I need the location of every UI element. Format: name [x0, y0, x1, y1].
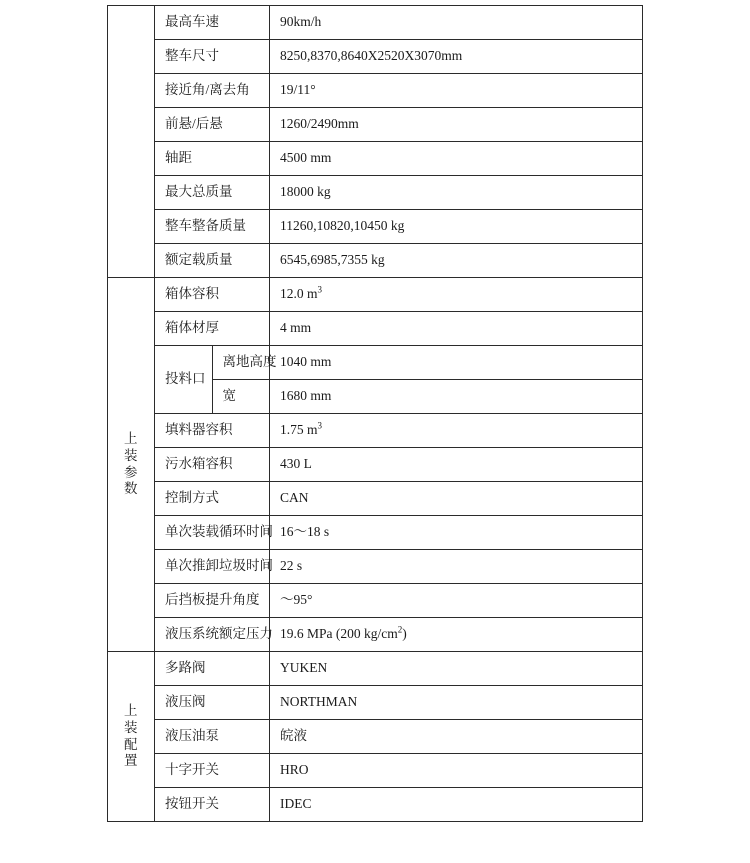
- row-value: 22 s: [270, 550, 643, 584]
- row-label: 污水箱容积: [155, 448, 270, 482]
- row-label: 控制方式: [155, 482, 270, 516]
- row-label: 液压阀: [155, 686, 270, 720]
- table-row: [108, 176, 643, 210]
- row-value: 4500 mm: [270, 142, 643, 176]
- row-value: 11260,10820,10450 kg: [270, 210, 643, 244]
- row-value-unit: m: [307, 286, 318, 302]
- row-value: NORTHMAN: [270, 686, 643, 720]
- table-row: [108, 278, 643, 312]
- row-label: 多路阀: [155, 652, 270, 686]
- group-label-line: 配置: [124, 736, 138, 769]
- row-label: 最高车速: [155, 6, 270, 40]
- row-value-text: 1.75: [280, 422, 307, 438]
- row-label: 单次装载循环时间: [155, 516, 270, 550]
- table-row: [108, 210, 643, 244]
- table-row: [108, 448, 643, 482]
- row-value: [270, 618, 643, 652]
- row-value-superscript: 3: [317, 284, 323, 295]
- row-value: 90km/h: [270, 6, 643, 40]
- row-label: 十字开关: [155, 754, 270, 788]
- row-value-text: 12.0: [280, 286, 307, 302]
- row-value: 18000 kg: [270, 176, 643, 210]
- row-value: 4 mm: [270, 312, 643, 346]
- row-value: IDEC: [270, 788, 643, 822]
- group-label-line: 上装: [124, 430, 138, 463]
- table-row: [108, 584, 643, 618]
- table-row: [108, 720, 643, 754]
- row-value-unit: m: [307, 422, 318, 438]
- row-value-text: 19.6 MPa (200 kg/cm: [280, 626, 398, 642]
- row-label: 额定载质量: [155, 244, 270, 278]
- table-row: [108, 108, 643, 142]
- row-value-tail: ): [402, 626, 407, 642]
- row-label: 整车整备质量: [155, 210, 270, 244]
- table-row: [108, 142, 643, 176]
- row-value: [270, 414, 643, 448]
- table-row: [108, 686, 643, 720]
- row-label: 按钮开关: [155, 788, 270, 822]
- row-value: [270, 278, 643, 312]
- row-label-feed-opening: 投料口: [155, 346, 213, 414]
- row-value: HRO: [270, 754, 643, 788]
- row-label: 箱体材厚: [155, 312, 270, 346]
- row-label: 液压油泵: [155, 720, 270, 754]
- table-row: [108, 618, 643, 652]
- row-value-superscript: 2: [397, 624, 403, 635]
- row-value: 皖液: [270, 720, 643, 754]
- row-value: 6545,6985,7355 kg: [270, 244, 643, 278]
- row-label: 箱体容积: [155, 278, 270, 312]
- table-row: [108, 788, 643, 822]
- table-row: [108, 516, 643, 550]
- group-label-line: 上装: [124, 702, 138, 735]
- row-sublabel: 离地高度: [212, 346, 270, 380]
- row-value: 16～18 s: [270, 516, 643, 550]
- row-label: 整车尺寸: [155, 40, 270, 74]
- row-value: 1680 mm: [270, 380, 643, 414]
- row-label: 液压系统额定压力: [155, 618, 270, 652]
- row-label: 轴距: [155, 142, 270, 176]
- row-value-superscript: 3: [317, 420, 323, 431]
- row-label: 接近角/离去角: [155, 74, 270, 108]
- row-value: 8250,8370,8640X2520X3070mm: [270, 40, 643, 74]
- group-label-upper-params: [108, 278, 155, 652]
- table-row: [108, 6, 643, 40]
- table-row: [108, 40, 643, 74]
- table-row: [108, 74, 643, 108]
- group-label-cell-1: [108, 6, 155, 278]
- row-value: YUKEN: [270, 652, 643, 686]
- table-row: [108, 312, 643, 346]
- group-label-line: 参数: [124, 464, 138, 497]
- table-row: [108, 754, 643, 788]
- row-value: 1040 mm: [270, 346, 643, 380]
- row-sublabel: 宽: [212, 380, 270, 414]
- table-row: [108, 482, 643, 516]
- row-value: ～95°: [270, 584, 643, 618]
- specification-table: [107, 5, 643, 822]
- row-label: 填料器容积: [155, 414, 270, 448]
- table-row: [108, 550, 643, 584]
- row-label: 后挡板提升角度: [155, 584, 270, 618]
- row-value: 1260/2490mm: [270, 108, 643, 142]
- table-body: [108, 6, 643, 822]
- table-row: [108, 652, 643, 686]
- table-row: [108, 414, 643, 448]
- row-label: 最大总质量: [155, 176, 270, 210]
- row-value: 430 L: [270, 448, 643, 482]
- row-label: 前悬/后悬: [155, 108, 270, 142]
- row-value: CAN: [270, 482, 643, 516]
- group-label-upper-config: [108, 652, 155, 822]
- row-value: 19/11°: [270, 74, 643, 108]
- table-row: [108, 346, 643, 380]
- table-row: [108, 244, 643, 278]
- row-label: 单次推卸垃圾时间: [155, 550, 270, 584]
